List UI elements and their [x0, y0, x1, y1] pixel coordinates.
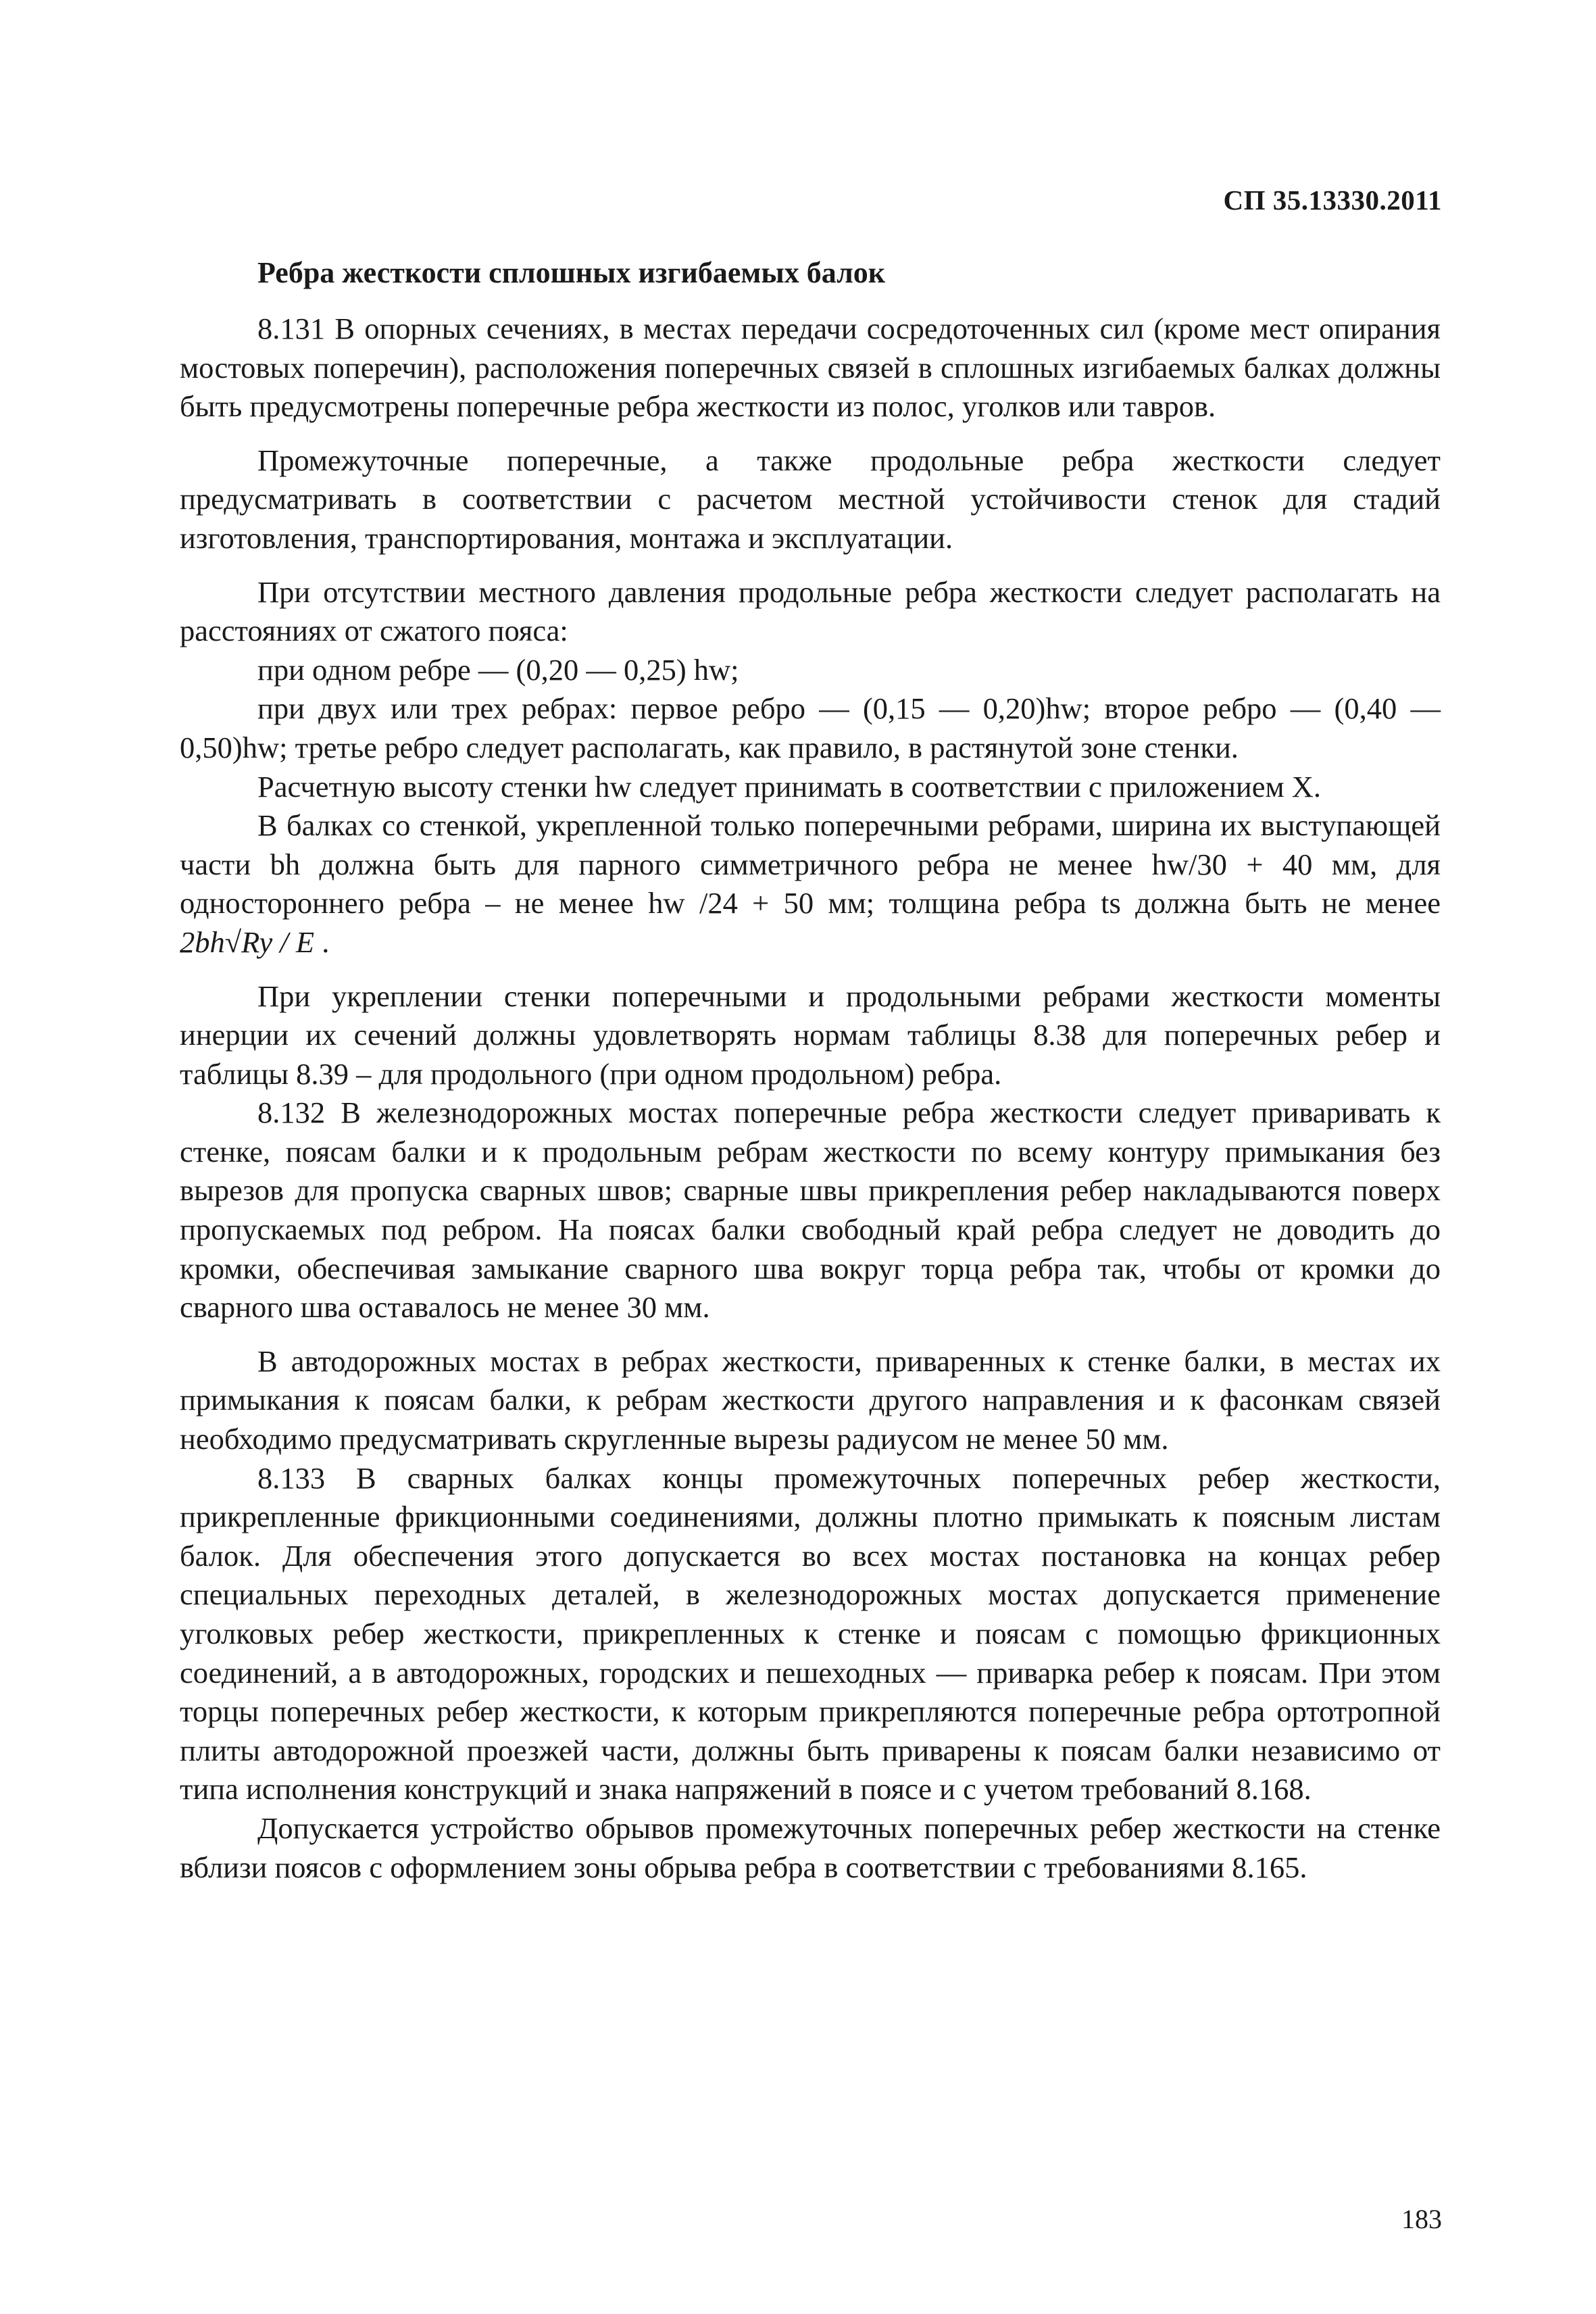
paragraph-8-131: 8.131 В опорных сечениях, в местах передачи сосредоточенных сил (кроме мест опирания мостовых поперечин), расположения поперечных связей в сплошных изгибаемых балках должны быть предусмотрены поперечные ребра жесткости из полос, уголков или тавров. [180, 312, 1441, 424]
rib-width-text: В балках со стенкой, укрепленной только поперечными ребрами, ширина их выступающей части bh должна быть для парного симметричного ребра не менее hw/30 + 40 мм, для одностороннего ребра – не менее hw /24 + 50 мм; толщина ребра ts должна быть не менее [180, 808, 1441, 920]
paragraph-rib-cutoffs: Допускается устройство обрывов промежуточных поперечных ребер жесткости на стенке вблизи поясов с оформлением зоны обрыва ребра в соответствии с требованиями 8.165. [180, 1811, 1441, 1884]
paragraph-one-rib: при одном ребре — (0,20 — 0,25) hw; [257, 652, 739, 687]
paragraph-8-132: 8.132 В железнодорожных мостах поперечные ребра жесткости следует приваривать к стенке, поясам балки и к продольным ребрам жесткости по всему контуру примыкания без вырезов для пропуска сварных швов; сварные швы прикрепления ребер накладываются поверх пропускаемых под ребром. На поясах балки свободный край ребра следует не доводить до кромки, обеспечивая замыкание сварного шва вокруг торца ребра так, чтобы от кромки до сварного шва оставалось не менее 30 мм. [180, 1096, 1441, 1325]
rib-thickness-formula: 2bh√Ry / E [180, 925, 315, 959]
document-body [180, 310, 1441, 1887]
document-code: СП 35.13330.2011 [1223, 184, 1442, 216]
paragraph-two-three-ribs: при двух или трех ребрах: первое ребро — (0,15 — 0,20)hw; второе ребро — (0,40 — 0,50)hw; третье ребро следует располагать, как правило, в растянутой зоне стенки. [180, 691, 1441, 764]
paragraph-moments-of-inertia: При укреплении стенки поперечными и продольными ребрами жесткости моменты инерции их сечений должны удовлетворять нормам таблицы 8.38 для поперечных ребер и таблицы 8.39 – для продольного (при одном продольном) ребра. [180, 979, 1441, 1091]
paragraph-rib-width [180, 806, 1441, 962]
paragraph-no-local-pressure: При отсутствии местного давления продольные ребра жесткости следует располагать на расстояниях от сжатого пояса: [180, 574, 1441, 648]
paragraph-web-height: Расчетную высоту стенки hw следует принимать в соответствии с приложением Х. [257, 769, 1321, 804]
page-number: 183 [1401, 2204, 1442, 2234]
paragraph-8-133: 8.133 В сварных балках концы промежуточных поперечных ребер жесткости, прикрепленные фрикционными соединениями, должны плотно примыкать к поясным листам балок. Для обеспечения этого допускается во всех мостах постановка на концах ребер специальных переходных деталей, в железнодорожных мостах допускается применение уголковых ребер жесткости, прикрепленных к стенке и поясам с помощью фрикционных соединений, а в автодорожных, городских и пешеходных — приварка ребер к поясам. При этом торцы поперечных ребер жесткости, к которым прикрепляются поперечные ребра ортотропной плиты автодорожной проезжей части, должны быть приварены к поясам балки независимо от типа исполнения конструкций и знака напряжений в поясе и с учетом требований 8.168. [180, 1460, 1441, 1806]
paragraph-road-bridges: В автодорожных мостах в ребрах жесткости, приваренных к стенке балки, в местах их примыкания к поясам балки, к ребрам жесткости другого направления и к фасонкам связей необходимо предусматривать скругленные вырезы радиусом не менее 50 мм. [180, 1344, 1441, 1456]
rib-width-end: . [322, 925, 330, 959]
section-title: Ребра жесткости сплошных изгибаемых балок [257, 256, 886, 289]
paragraph-intermediate-ribs: Промежуточные поперечные, а также продольные ребра жесткости следует предусматривать в соответствии с расчетом местной устойчивости стенок для стадий изготовления, транспортирования, монтажа и эксплуатации. [180, 443, 1441, 555]
